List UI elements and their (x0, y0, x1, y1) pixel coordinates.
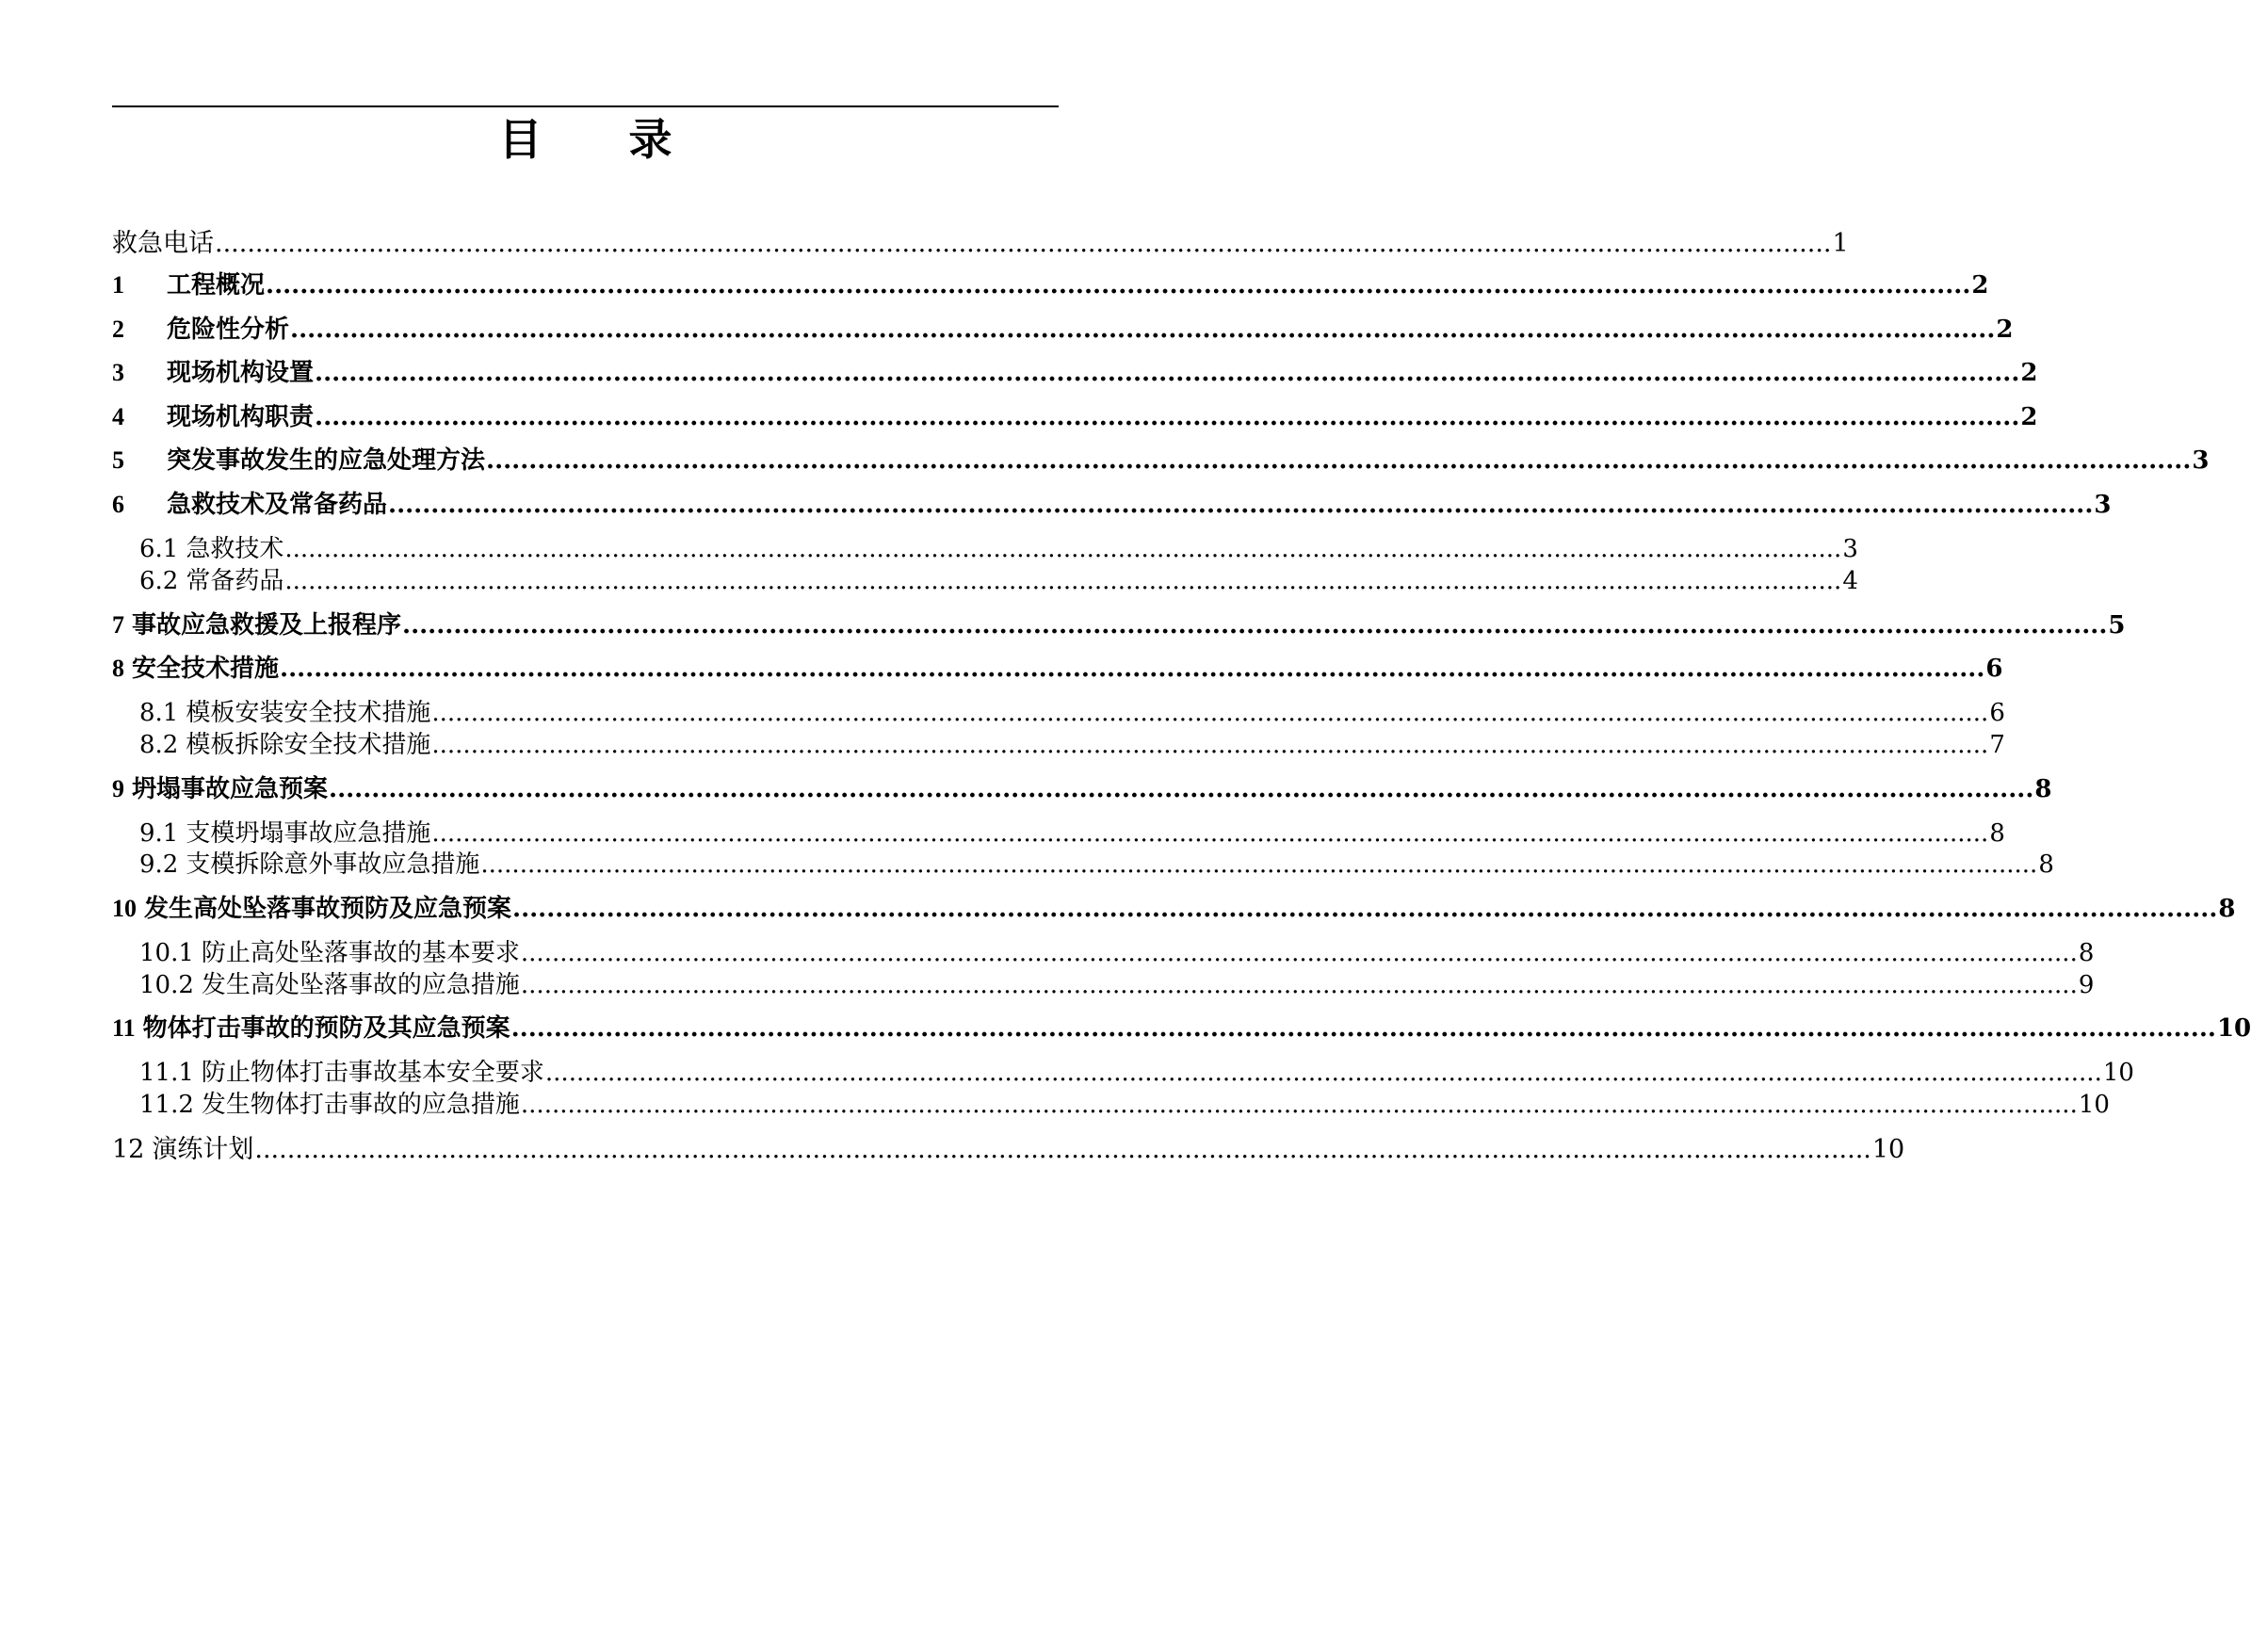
toc-page-number: 7 (1989, 731, 2005, 759)
toc-entry-number: 11.2 (139, 1091, 194, 1119)
toc-page-number: 10 (2102, 1059, 2134, 1087)
toc-page-number: 6 (1985, 655, 2003, 683)
toc-entry-number: 2 (112, 316, 124, 343)
toc-entry-number: 11 (112, 1014, 136, 1042)
toc-page-number: 5 (2108, 611, 2126, 640)
toc-entry-text: 现场机构职责 (167, 403, 315, 431)
toc-leader-dots: ........................................................................................................................................................................................................ (510, 1014, 2216, 1043)
toc-leader-dots: ........................................................................................................................................................................................................ (315, 359, 2020, 387)
toc-leader-dots: ........................................................................................................................................................................................................ (315, 403, 2020, 431)
toc-leader-dots: ........................................................................................................................................................................................................ (215, 229, 1832, 258)
toc-leader-dots: ........................................................................................................................................................................................................ (284, 535, 1842, 563)
toc-entry[interactable] (112, 441, 2210, 476)
toc-entry-text: 物体打击事故的预防及其应急预案 (142, 1014, 510, 1043)
toc-entry-text: 现场机构设置 (167, 359, 315, 387)
toc-leader-dots: ........................................................................................................................................................................................................ (520, 971, 2078, 999)
toc-entry-text: 救急电话 (112, 229, 214, 258)
toc-subentry[interactable] (139, 965, 2095, 1000)
toc-entry[interactable] (112, 310, 2014, 345)
page-title: 目 录 (498, 114, 708, 165)
toc-leader-dots: ........................................................................................................................................................................................................ (486, 446, 2192, 475)
toc-page-number: 2 (1996, 316, 2014, 344)
toc-entry-text: 安全技术措施 (132, 655, 280, 683)
toc-page-number: 3 (2094, 491, 2112, 519)
toc-leader-dots: ........................................................................................................................................................................................................ (520, 1091, 2078, 1119)
toc-entry-number: 6 (112, 491, 124, 518)
toc-entry[interactable] (112, 769, 2052, 804)
toc-entry-number: 11.1 (139, 1059, 194, 1087)
toc-leader-dots: ........................................................................................................................................................................................................ (431, 819, 1989, 848)
toc-subentry[interactable] (139, 1085, 2110, 1120)
toc-leader-dots: ........................................................................................................................................................................................................ (431, 731, 1989, 759)
toc-subentry[interactable] (139, 529, 1858, 564)
toc-page-number: 3 (2192, 446, 2210, 475)
toc-leader-dots: ........................................................................................................................................................................................................ (402, 611, 2108, 640)
toc-entry-text: 发生物体打击事故的应急措施 (201, 1091, 520, 1119)
toc-subentry[interactable] (139, 725, 2005, 760)
toc-page-number: 4 (1842, 567, 1858, 595)
toc-entry-text: 支模拆除意外事故应急措施 (186, 850, 480, 879)
toc-page-number: 8 (2034, 775, 2052, 803)
toc-entry-text: 演练计划 (152, 1135, 254, 1164)
toc-leader-dots: ........................................................................................................................................................................................................ (280, 655, 1985, 683)
toc-entry-number: 1 (112, 271, 124, 299)
toc-page-number: 9 (2078, 971, 2095, 999)
toc-entry[interactable] (112, 266, 1989, 300)
toc-entry[interactable] (112, 649, 2003, 684)
toc-entry-number: 9.1 (139, 819, 179, 848)
toc-subentry[interactable] (139, 814, 2005, 849)
toc-entry-number: 10 (112, 895, 137, 922)
toc-entry-number: 12 (112, 1135, 145, 1164)
toc-entry-number: 7 (112, 611, 124, 639)
toc-page-number: 1 (1832, 229, 1849, 258)
toc-entry-text: 工程概况 (167, 271, 266, 300)
toc-entry-number: 4 (112, 403, 124, 430)
toc-leader-dots: ........................................................................................................................................................................................................ (480, 850, 2038, 879)
header-rule (112, 105, 1059, 107)
toc-entry-number: 6.2 (139, 567, 179, 595)
toc-entry-number: 6.1 (139, 535, 179, 563)
toc-entry-text: 突发事故发生的应急处理方法 (167, 446, 486, 475)
toc-entry[interactable] (112, 606, 2126, 640)
toc-entry[interactable] (112, 1009, 2251, 1044)
toc-leader-dots: ........................................................................................................................................................................................................ (329, 775, 2034, 803)
toc-entry-number: 10.1 (139, 939, 194, 967)
toc-page-number: 8 (1989, 819, 2005, 848)
toc-subentry[interactable] (139, 693, 2005, 728)
toc-entry-text: 发生高处坠落事故预防及应急预案 (144, 895, 512, 923)
toc-subentry[interactable] (139, 933, 2095, 968)
toc-entry-text: 模板安装安全技术措施 (186, 699, 431, 727)
toc-entry[interactable] (112, 485, 2112, 520)
toc-page-number: 8 (2218, 895, 2236, 923)
toc-leader-dots: ........................................................................................................................................................................................................ (431, 699, 1989, 727)
toc-leader-dots: ........................................................................................................................................................................................................ (544, 1059, 2102, 1087)
toc-page-number: 10 (2216, 1014, 2251, 1043)
toc-page-number: 10 (1871, 1135, 1905, 1164)
toc-entry-number: 5 (112, 446, 124, 474)
toc-entry-text: 事故应急救援及上报程序 (132, 611, 402, 640)
toc-leader-dots: ........................................................................................................................................................................................................ (266, 271, 1971, 300)
toc-entry[interactable] (112, 1128, 1905, 1165)
toc-page-number: 3 (1842, 535, 1858, 563)
toc-leader-dots: ........................................................................................................................................................................................................ (254, 1135, 1871, 1164)
toc-page-number: 2 (2020, 359, 2038, 387)
toc-entry-text: 防止高处坠落事故的基本要求 (201, 939, 520, 967)
toc-entry[interactable] (112, 397, 2038, 432)
toc-entry-text: 支模坍塌事故应急措施 (186, 819, 431, 848)
toc-leader-dots: ........................................................................................................................................................................................................ (284, 567, 1842, 595)
toc-entry-text: 发生高处坠落事故的应急措施 (201, 971, 520, 999)
toc-entry-number: 3 (112, 359, 124, 386)
toc-page-number: 8 (2078, 939, 2095, 967)
toc-leader-dots: ........................................................................................................................................................................................................ (388, 491, 2094, 519)
toc-entry-number: 9 (112, 775, 124, 802)
toc-page-number: 2 (1971, 271, 1989, 300)
toc-subentry[interactable] (139, 561, 1858, 596)
toc-page-number: 6 (1989, 699, 2005, 727)
toc-entry-text: 防止物体打击事故基本安全要求 (201, 1059, 544, 1087)
toc-leader-dots: ........................................................................................................................................................................................................ (520, 939, 2078, 967)
toc-entry-text: 常备药品 (186, 567, 284, 595)
toc-entry-text: 坍塌事故应急预案 (132, 775, 329, 803)
toc-page-number: 10 (2078, 1091, 2110, 1119)
toc-page-number: 8 (2038, 850, 2054, 879)
toc-subentry[interactable] (139, 845, 2054, 880)
toc-leader-dots: ........................................................................................................................................................................................................ (512, 895, 2218, 923)
toc-page-number: 2 (2020, 403, 2038, 431)
toc-entry-number: 8.1 (139, 699, 179, 727)
toc-entry[interactable] (112, 889, 2236, 924)
toc-entry[interactable] (112, 222, 1849, 259)
toc-subentry[interactable] (139, 1053, 2134, 1088)
toc-entry-number: 8.2 (139, 731, 179, 759)
toc-entry[interactable] (112, 353, 2038, 388)
toc-entry-number: 9.2 (139, 850, 179, 879)
toc-entry-text: 危险性分析 (167, 316, 290, 344)
toc-entry-number: 10.2 (139, 971, 194, 999)
toc-leader-dots: ........................................................................................................................................................................................................ (290, 316, 1996, 344)
toc-entry-text: 急救技术及常备药品 (167, 491, 388, 519)
toc-entry-number: 8 (112, 655, 124, 682)
toc-entry-text: 急救技术 (186, 535, 284, 563)
toc-entry-text: 模板拆除安全技术措施 (186, 731, 431, 759)
